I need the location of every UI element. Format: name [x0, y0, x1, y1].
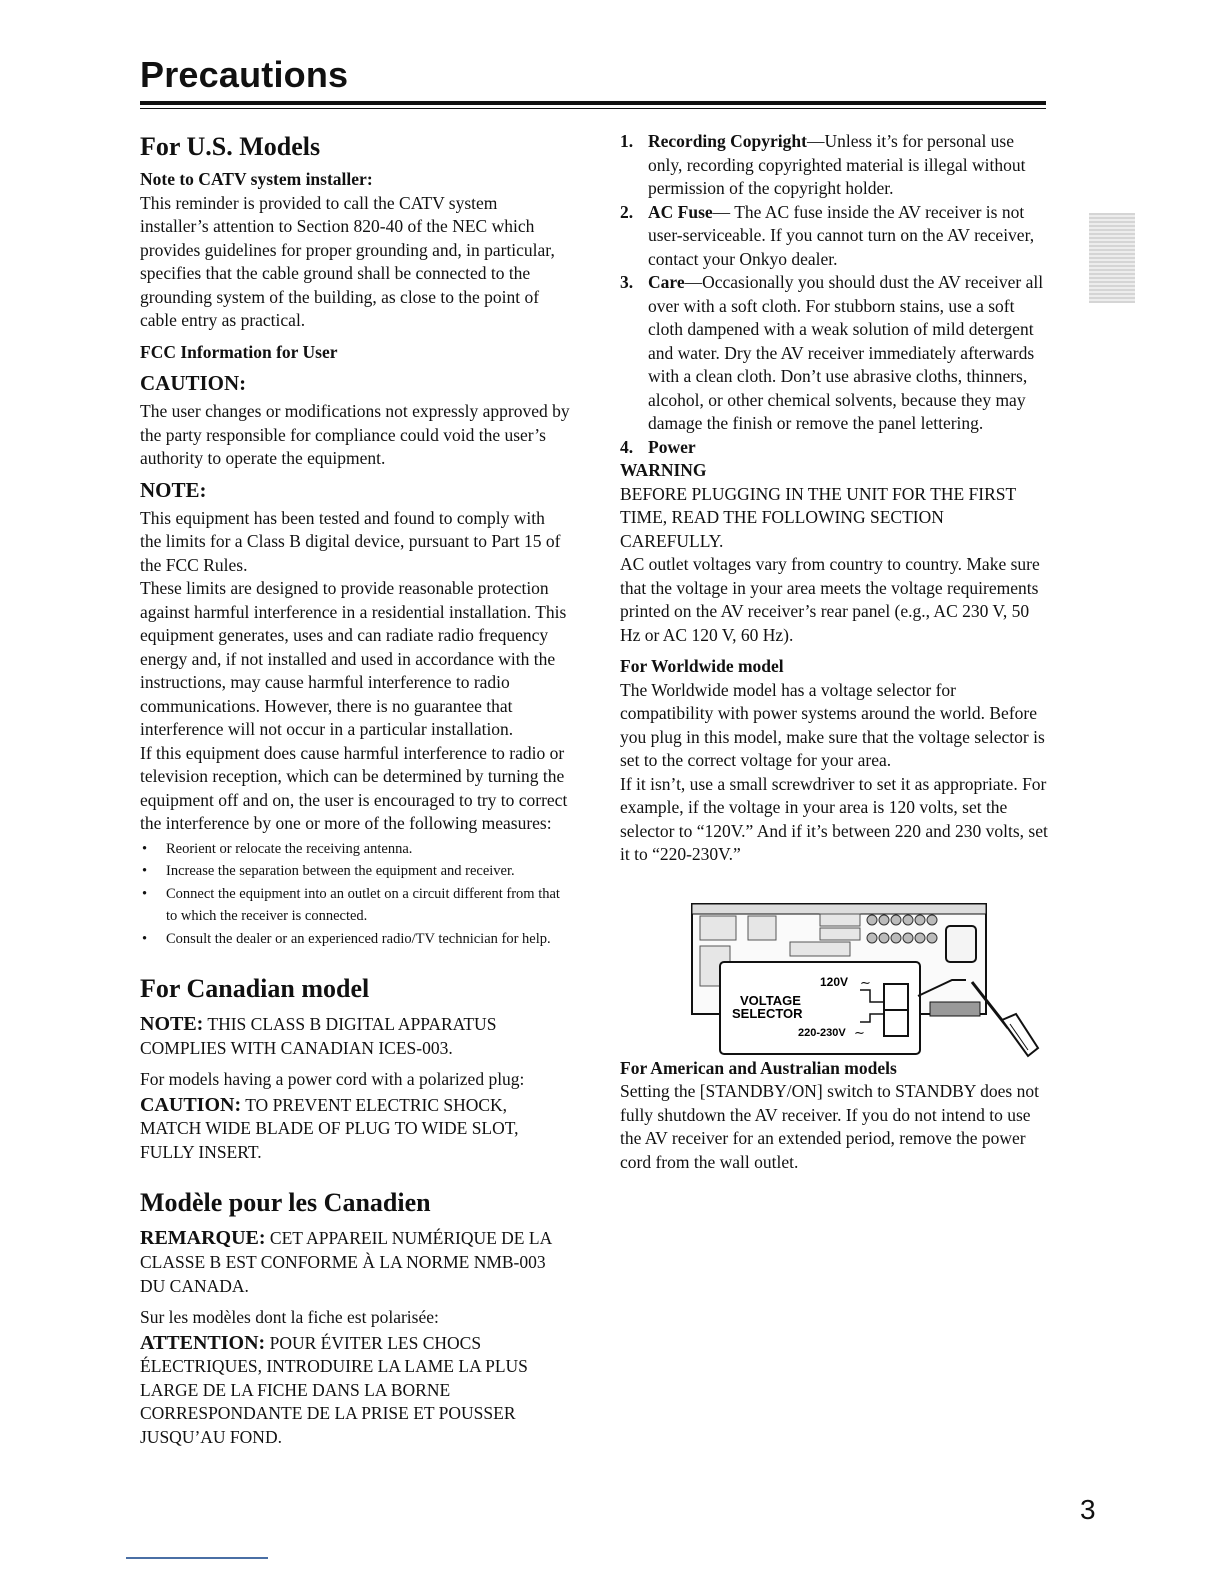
- list-item: 4. Power: [620, 436, 696, 457]
- fiche-text: Sur les modèles dont la fiche est polarisée:: [140, 1307, 439, 1327]
- worldwide-paragraph-2: If it isn’t, use a small screwdriver to set it as appropriate. For example, if the voltage in your area is 120 volts, set the selector to “120V.” And if it’s between 220 and 230 volts, set it to “220-230V.”: [620, 773, 1048, 864]
- page-number: 3: [1080, 1494, 1096, 1525]
- note-paragraph-1: This equipment has been tested and found to comply with the limits for a Class B digital device, pursuant to Part 15 of the FCC Rules.: [140, 507, 561, 575]
- french-canadian-heading: Modèle pour les Canadien: [140, 1188, 431, 1217]
- list-item: • Increase the separation between the equipment and receiver.: [140, 860, 570, 883]
- worldwide-title: For Worldwide model: [620, 656, 784, 676]
- warning-text: BEFORE PLUGGING IN THE UNIT FOR THE FIRST TIME, READ THE FOLLOWING SECTION CAREFULLY.: [620, 483, 1016, 551]
- panel-top-strip: [692, 904, 986, 914]
- precautions-list: [620, 130, 1050, 459]
- selector-switch-upper: [884, 984, 908, 1010]
- warning-title: WARNING: [620, 460, 707, 480]
- catv-text: This reminder is provided to call the CATV system installer’s attention to Section 820-40 of the NEC which provides guidelines for proper grounding and, in particular, specifies that the cable ground shall be connected to the grounding system of the building, as close to the point of cable entry as practical.: [140, 192, 555, 330]
- tilde-120v: ∼: [860, 975, 871, 990]
- list-item: • Reorient or relocate the receiving antenna.: [140, 838, 570, 861]
- voltage-selector-diagram: [690, 898, 1040, 1058]
- canadian-caution: CAUTION: TO PREVENT ELECTRIC SHOCK, MATCH WIDE BLADE OF PLUG TO WIDE SLOT, FULLY INSERT.: [140, 1093, 519, 1162]
- note-title: NOTE:: [140, 477, 207, 502]
- footer-rule: [126, 1557, 268, 1559]
- caution-title: CAUTION:: [140, 371, 247, 395]
- left-column: [140, 130, 570, 1449]
- us-models-heading: For U.S. Models: [140, 132, 321, 161]
- title-rule-thin: [140, 108, 1046, 109]
- selector-switch-lower: [884, 1010, 908, 1036]
- tilde-220v: ∼: [854, 1025, 865, 1040]
- ac-voltage-text: AC outlet voltages vary from country to country. Make sure that the voltage in your area meets the voltage requirements printed on the AV receiver’s rear panel (e.g., AC 230 V, 50 Hz or AC 120 V, 60 Hz).: [620, 554, 1040, 645]
- list-item: 1. Recording Copyright—Unless it’s for personal use only, recording copyrighted material is illegal without permission of the copyright holder.: [620, 131, 1026, 198]
- measures-list: [140, 838, 570, 951]
- label-120v: 120V: [820, 975, 849, 989]
- list-item: • Connect the equipment into an outlet on a circuit different from that to which the receiver is connected.: [140, 883, 570, 928]
- american-text: Setting the [STANDBY/ON] switch to STANDBY does not fully shutdown the AV receiver. If you do not intend to use the AV receiver for an extended period, remove the power cord from the wall outlet.: [620, 1081, 1039, 1172]
- caution-text: The user changes or modifications not expressly approved by the party responsible for compliance could void the user’s authority to operate the equipment.: [140, 401, 570, 468]
- remarque-text: REMARQUE: CET APPAREIL NUMÉRIQUE DE LA CLASSE B EST CONFORME À LA NORME NMB-003 DU CANADA.: [140, 1227, 552, 1296]
- american-title: For American and Australian models: [620, 1057, 897, 1078]
- label-selector: SELECTOR: [732, 1006, 803, 1021]
- note-paragraph-2: These limits are designed to provide reasonable protection against harmful interference in a residential installation. This equipment generates, uses and can radiate radio frequency energy and, if not installed and used in accordance with the instructions, may cause harmful interference to radio communications. However, there is no guarantee that interference will not occur in a particular installation.: [140, 578, 567, 739]
- polarized-plug-text: For models having a power cord with a polarized plug:: [140, 1069, 525, 1089]
- list-item: • Consult the dealer or an experienced radio/TV technician for help.: [140, 928, 570, 951]
- canadian-note: NOTE: THIS CLASS B DIGITAL APPARATUS COMPLIES WITH CANADIAN ICES-003.: [140, 1013, 497, 1058]
- title-rule-thick: [140, 101, 1046, 105]
- ac-inlet: [946, 926, 976, 962]
- page-title: Precautions: [140, 54, 349, 95]
- side-tab-marker: [1089, 213, 1135, 303]
- canadian-model-heading: For Canadian model: [140, 974, 370, 1003]
- panel-foot: [930, 1002, 980, 1016]
- list-item: 2. AC Fuse— The AC fuse inside the AV receiver is not user-serviceable. If you cannot turn on the AV receiver, contact your Onkyo dealer.: [620, 201, 1035, 269]
- note-paragraph-3: If this equipment does cause harmful interference to radio or television reception, which can be determined by turning the equipment off and on, the user is encouraged to try to correct the interference by one or more of the following measures:: [140, 742, 568, 833]
- label-voltage: VOLTAGE: [740, 993, 801, 1008]
- screwdriver-icon: [972, 982, 1038, 1056]
- fcc-title: FCC Information for User: [140, 341, 338, 362]
- catv-title: Note to CATV system installer:: [140, 169, 373, 189]
- worldwide-paragraph-1: The Worldwide model has a voltage selector for compatibility with power systems around the world. Before you plug in this model, make sure that the voltage selector is set to the correct voltage for your area.: [620, 679, 1045, 770]
- label-220-230v: 220-230V: [798, 1027, 846, 1039]
- attention-text: ATTENTION: POUR ÉVITER LES CHOCS ÉLECTRIQUES, INTRODUIRE LA LAME LA PLUS LARGE DE LA FICHE DANS LA BORNE CORRESPONDANTE DE LA PRISE ET POUSSER JUSQU’AU FOND.: [140, 1331, 528, 1447]
- list-item: 3. Care—Occasionally you should dust the AV receiver all over with a soft cloth. For stubborn stains, use a soft cloth dampened with a weak solution of mild detergent and water. Dry the AV receiver immediately afterwards with a clean cloth. Don’t use abrasive cloths, thinners, alcohol, or other chemical solvents, because they may damage the finish or remove the panel lettering.: [620, 272, 1044, 433]
